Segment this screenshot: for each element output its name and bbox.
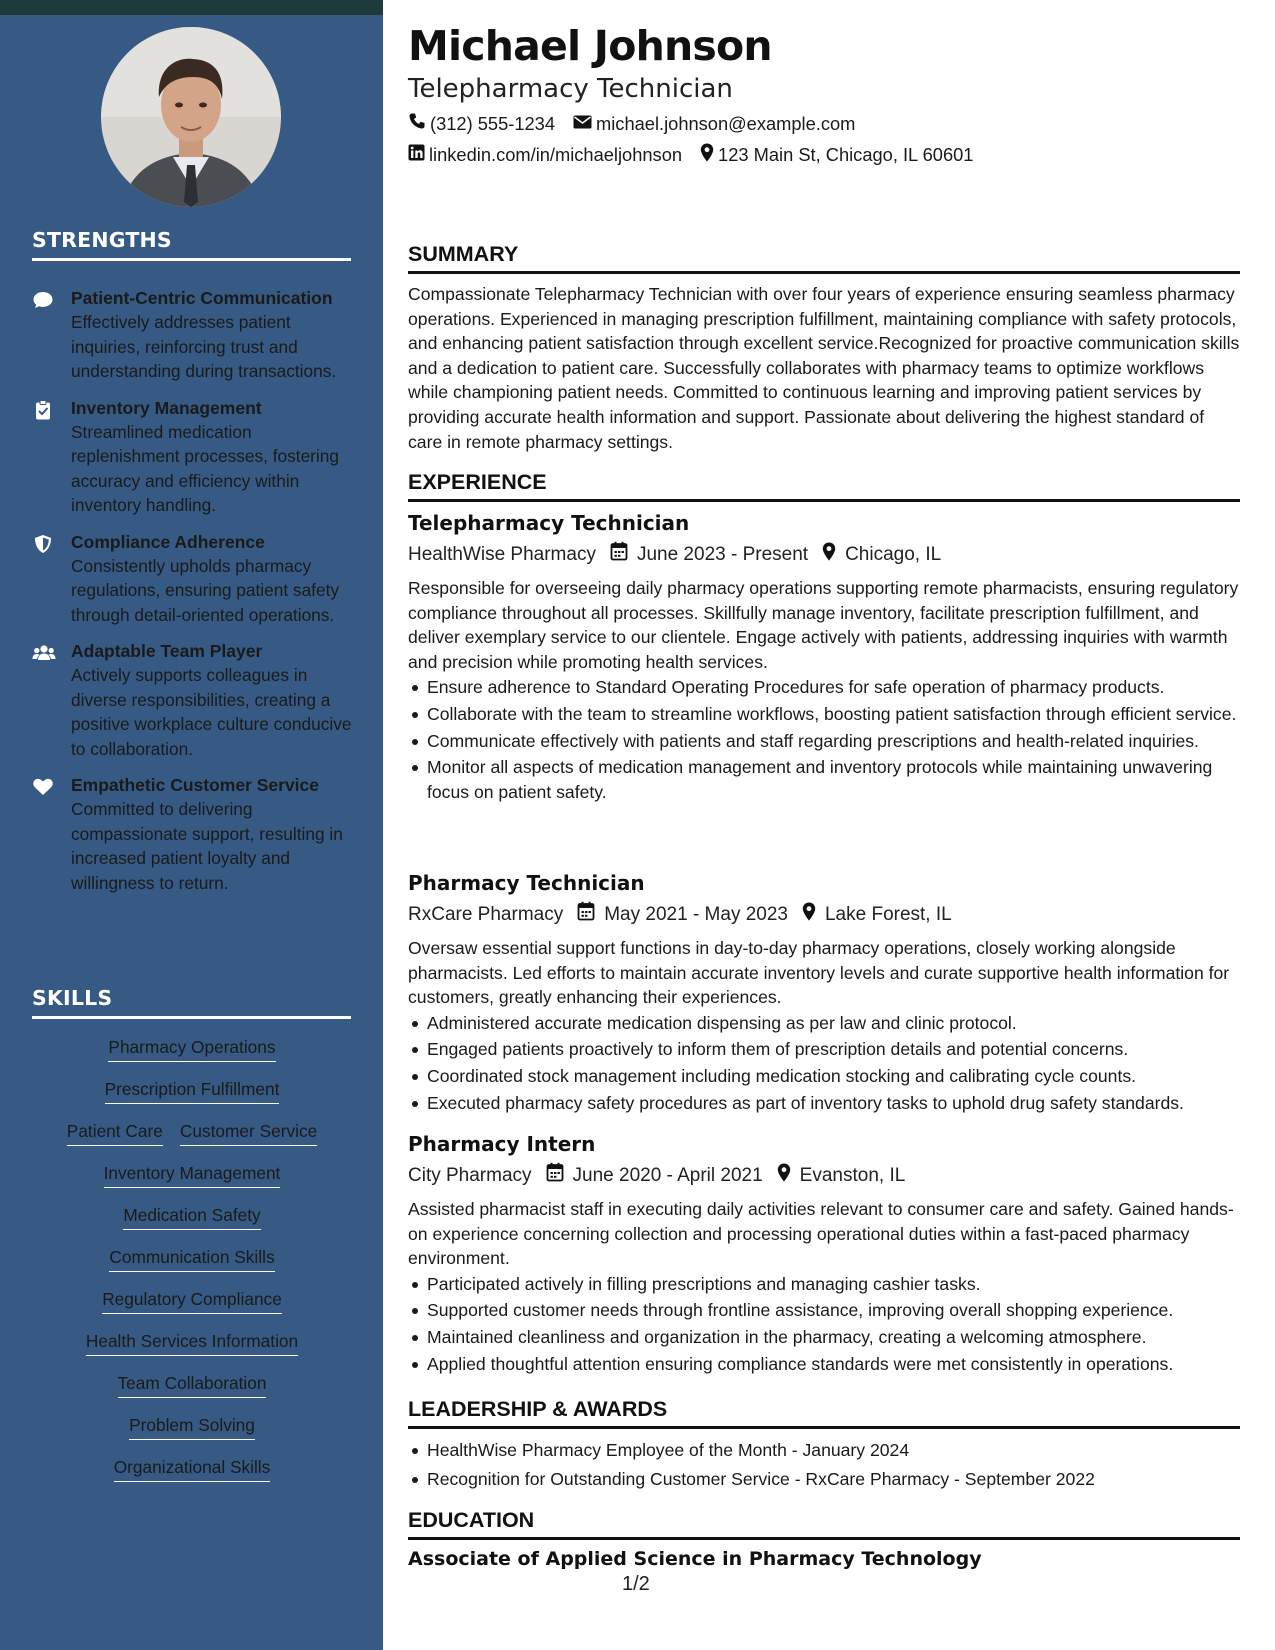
skill-tag: Health Services Information [86, 1329, 298, 1356]
job-location: Chicago, IL [845, 544, 942, 565]
job-location: Evanston, IL [799, 1165, 906, 1186]
job-bullet: Collaborate with the team to streamline workflows, boosting patient satisfaction through efficient service. [408, 702, 1240, 727]
summary-heading: SUMMARY [408, 242, 1240, 274]
job-location-wrap [802, 902, 952, 929]
skill-row [32, 1245, 352, 1272]
strength-title: Empathetic Customer Service [71, 775, 320, 795]
skill-tag: Regulatory Compliance [102, 1287, 282, 1314]
strength-desc: Consistently upholds pharmacy regulations, ensuring patient safety through detail-oriented operations. [71, 555, 340, 625]
map-pin-icon [777, 1163, 800, 1190]
skill-row [32, 1329, 352, 1356]
skill-tag: Team Collaboration [118, 1371, 267, 1398]
job-company: City Pharmacy [408, 1165, 532, 1186]
envelope-icon [573, 113, 596, 135]
strength-item [32, 531, 352, 628]
sidebar-top-band [0, 0, 383, 15]
job-title: Pharmacy Intern [408, 1132, 596, 1156]
skill-tag: Customer Service [180, 1119, 317, 1146]
strength-desc: Streamlined medication replenishment processes, fostering accuracy and efficiency within inventory handling. [71, 421, 339, 515]
job-description: Responsible for overseeing daily pharmacy operations supporting remote pharmacists, ensuring regulatory compliance throughout all processes. Skillfully manage inventory, facilitate prescription fulfillment, and deliver exemplary service to our clientele. Engage actively with patients, addressing inquiries with warmth and precision while promoting health services. [408, 578, 1239, 672]
job-bullet: Ensure adherence to Standard Operating Procedures for safe operation of pharmacy products. [408, 675, 1240, 700]
contact-linkedin[interactable] [408, 144, 682, 166]
job-bullet: Engaged patients proactively to inform them of prescription details and potential concerns. [408, 1037, 1240, 1062]
linkedin-link[interactable]: linkedin.com/in/michaeljohnson [429, 144, 683, 165]
job-bullet: Applied thoughtful attention ensuring compliance standards were met consistently in operations. [408, 1352, 1240, 1377]
contact-phone [408, 112, 555, 135]
job-bullet: Administered accurate medication dispensing as per law and clinic protocol. [408, 1011, 1240, 1036]
skill-row [32, 1455, 352, 1482]
experience-entry [408, 870, 1240, 1117]
job-meta [408, 901, 1240, 929]
award-item: HealthWise Pharmacy Employee of the Month - January 2024 [408, 1438, 1240, 1463]
calendar-icon [610, 541, 637, 569]
job-title: Telepharmacy Technician [408, 511, 690, 535]
job-dates: June 2023 - Present [636, 544, 809, 565]
shield-icon [32, 534, 56, 554]
strengths-list [32, 287, 352, 908]
phone-icon [408, 112, 430, 135]
skill-tag: Patient Care [67, 1119, 163, 1146]
job-bullet: Maintained cleanliness and organization in the pharmacy, creating a welcoming atmosphere. [408, 1325, 1240, 1350]
candidate-name: Michael Johnson [408, 22, 772, 70]
strength-desc: Actively supports colleagues in diverse responsibilities, creating a positive workplace culture conducive to collaboration. [71, 665, 352, 759]
job-bullet: Communicate effectively with patients and staff regarding prescriptions and health-related inquiries. [408, 729, 1240, 754]
strengths-heading: STRENGTHS [32, 228, 351, 261]
skill-row [32, 1413, 352, 1440]
experience-heading: EXPERIENCE [408, 470, 1240, 502]
job-bullets [408, 1011, 1240, 1115]
job-dates-wrap [577, 901, 788, 929]
map-pin-icon [822, 542, 845, 569]
education-degree: Associate of Applied Science in Pharmacy Technology [408, 1548, 982, 1570]
experience-entry [408, 1131, 1240, 1378]
skill-tag: Prescription Fulfillment [105, 1077, 280, 1104]
phone-text: (312) 555-1234 [430, 112, 556, 134]
job-dates-wrap [546, 1162, 763, 1190]
job-bullet: Coordinated stock management including medication stocking and calibrating cycle counts. [408, 1064, 1240, 1089]
skill-tag: Inventory Management [104, 1161, 281, 1188]
skill-row [32, 1161, 352, 1188]
job-dates-wrap [610, 541, 808, 569]
speech-bubble-icon [32, 290, 56, 310]
job-description: Assisted pharmacist staff in executing daily activities relevant to consumer care and safety. Gained hands-on experience concerning collection and processing operational duties within a fast-paced pharmacy environment. [408, 1199, 1234, 1269]
strength-item [32, 397, 352, 518]
job-description: Oversaw essential support functions in day-to-day pharmacy operations, closely working alongside pharmacists. Led efforts to maintain accurate inventory levels and curate supportive health information for customers, greatly enhancing their experiences. [408, 938, 1230, 1008]
users-icon [32, 643, 56, 663]
skill-row [32, 1371, 352, 1398]
contact-email[interactable] [573, 113, 855, 135]
job-dates: May 2021 - May 2023 [604, 904, 788, 925]
job-location-wrap [777, 1163, 906, 1190]
contact-row [408, 112, 873, 135]
skill-tag: Medication Safety [123, 1203, 260, 1230]
leadership-heading: LEADERSHIP & AWARDS [408, 1397, 1240, 1429]
linkedin-icon [408, 144, 429, 166]
strength-title: Compliance Adherence [71, 531, 265, 552]
strength-title: Adaptable Team Player [71, 641, 263, 661]
skill-tag: Problem Solving [129, 1413, 255, 1440]
job-bullets [408, 675, 1240, 804]
skill-tag: Pharmacy Operations [108, 1035, 275, 1062]
job-title: Pharmacy Technician [408, 871, 645, 895]
skill-row [32, 1203, 352, 1230]
skill-row [32, 1035, 352, 1062]
job-dates: June 2020 - April 2021 [572, 1165, 763, 1186]
contact-address [700, 143, 973, 167]
map-pin-icon [700, 143, 718, 167]
candidate-title: Telepharmacy Technician [408, 74, 733, 104]
education-heading: EDUCATION [408, 1508, 1240, 1540]
experience-entry [408, 510, 1240, 806]
job-bullet: Executed pharmacy safety procedures as part of inventory tasks to uphold drug safety standards. [408, 1091, 1240, 1116]
job-bullets [408, 1272, 1240, 1376]
strength-title: Patient-Centric Communication [71, 288, 333, 308]
skill-row [32, 1077, 352, 1104]
job-location-wrap [822, 542, 941, 569]
skills-list [32, 1035, 352, 1482]
job-bullet: Participated actively in filling prescriptions and managing cashier tasks. [408, 1272, 1240, 1297]
strength-title: Inventory Management [71, 397, 262, 418]
strength-item [32, 774, 352, 895]
map-pin-icon [802, 902, 825, 929]
job-location: Lake Forest, IL [824, 904, 952, 925]
skills-heading: SKILLS [32, 986, 351, 1019]
profile-photo [101, 27, 281, 207]
job-company: RxCare Pharmacy [408, 904, 564, 925]
email-link[interactable]: michael.johnson@example.com [596, 112, 856, 134]
calendar-icon [577, 901, 604, 929]
strength-item [32, 640, 352, 761]
job-meta [408, 541, 1240, 569]
strength-desc: Effectively addresses patient inquiries, reinforcing trust and understanding during transactions. [71, 312, 337, 381]
contact-row [408, 143, 991, 167]
leadership-list [408, 1437, 1240, 1495]
job-bullet: Monitor all aspects of medication management and inventory protocols while maintaining unwavering focus on patient safety. [408, 755, 1240, 804]
job-meta [408, 1162, 1240, 1190]
job-bullet: Supported customer needs through frontline assistance, improving overall shopping experience. [408, 1298, 1240, 1323]
skill-tag: Organizational Skills [114, 1455, 271, 1482]
award-item: Recognition for Outstanding Customer Service - RxCare Pharmacy - September 2022 [408, 1467, 1240, 1492]
heart-icon [32, 777, 56, 797]
skill-row [32, 1287, 352, 1314]
skill-tag: Communication Skills [109, 1245, 274, 1272]
strength-item [32, 287, 352, 384]
job-company: HealthWise Pharmacy [408, 544, 596, 565]
strength-desc: Committed to delivering compassionate support, resulting in increased patient loyalty and willingness to return. [71, 799, 343, 893]
calendar-icon [546, 1162, 573, 1190]
address-text: 123 Main St, Chicago, IL 60601 [718, 144, 974, 165]
summary-text: Compassionate Telepharmacy Technician with over four years of experience ensuring seamless pharmacy operations. Experienced in managing prescription fulfillment, maintaining compliance with safety protocols, and enhancing patient satisfaction through excellent service.Recognized for proactive communication skills and a dedication to patient care. Successfully collaborates with pharmacy teams to optimize workflows while championing patient needs. Committed to continuous learning and improving patient services by providing accurate health information and support. Passionate about delivering the highest standard of care in remote pharmacy settings. [408, 284, 1240, 452]
clipboard-check-icon [32, 400, 56, 420]
page-number: 1/2 [622, 1573, 650, 1595]
